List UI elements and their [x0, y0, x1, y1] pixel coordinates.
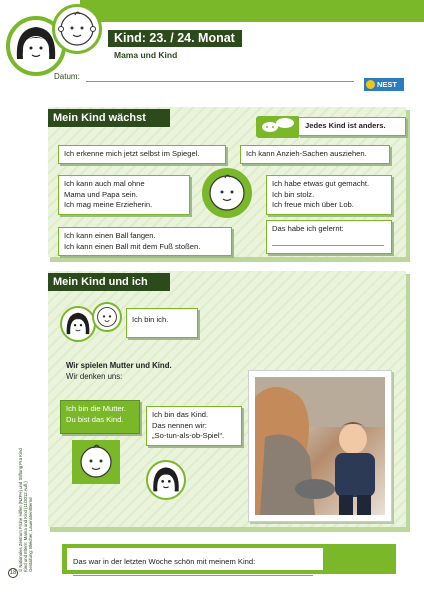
bubble-line: Ich kann auch mal ohne: [64, 179, 145, 188]
play-intro-bold: Wir spielen Mutter und Kind.: [66, 361, 172, 370]
bubble-anzieh: [240, 145, 390, 164]
bubble-kind: [146, 406, 242, 446]
bubble-line: Mama und Papa sein.: [64, 189, 138, 199]
footer-answer-line[interactable]: [73, 575, 313, 576]
mother-child-photo: [255, 377, 385, 515]
tag-every-child: [298, 117, 406, 136]
footer-prompt: Das war in der letzten Woche schön mit meinem Kind:: [73, 557, 256, 566]
play-intro-normal: Wir denken uns:: [66, 371, 123, 381]
photo-frame: [248, 370, 392, 522]
header-avatars: [6, 4, 110, 82]
bubble-gelernt[interactable]: [266, 220, 392, 254]
page-number: 18: [9, 570, 17, 576]
bubble-line: Ich freue mich über Lob.: [272, 200, 354, 209]
credit-line: © Nationales Zentrum Frühe Hilfen (NZFH) und Stiftung Pro Kind: [18, 448, 23, 572]
nest-logo-text: NEST: [377, 80, 398, 89]
side-credits: [18, 448, 34, 572]
tag-text: Jedes Kind ist anders.: [305, 121, 386, 130]
nest-logo: [364, 78, 404, 91]
bubble-mama: [58, 175, 190, 215]
bubble-line: Ich kann einen Ball mit dem Fuß stoßen.: [64, 241, 201, 251]
bubble-line: Ich habe etwas gut gemacht.: [272, 179, 370, 188]
credit-line: Kind und Eltern: Mama und Kind (11/2012 Aufl.): [23, 481, 29, 572]
date-label: Datum:: [54, 72, 80, 81]
answer-line[interactable]: [272, 245, 384, 246]
bubble-text: Das habe ich gelernt:: [272, 224, 344, 233]
bubble-line: „So-tun-als-ob-Spiel“.: [152, 431, 225, 440]
baby-face-icon: [72, 440, 120, 484]
bubble-line: Ich bin die Mutter.: [66, 404, 126, 413]
bubble-line: Du bist das Kind.: [66, 414, 124, 424]
mother-face-icon: [60, 306, 96, 342]
credit-line: Gestaltung: Bleicher, Lauenstein/Bernd: [28, 497, 34, 572]
header-bar: [80, 0, 424, 22]
bubble-ich-bin-ich: [126, 308, 198, 338]
bubble-line: Ich bin das Kind.: [152, 410, 209, 419]
section1-heading: Mein Kind wächst: [48, 109, 170, 127]
speech-bubbles-icon: [256, 114, 300, 138]
mother-face-icon: [146, 460, 186, 500]
sun-logo-icon: [366, 80, 375, 89]
bubble-mutter: [60, 400, 140, 434]
date-line: [86, 81, 354, 82]
bubble-spiegel: [58, 145, 226, 164]
bubble-line: Ich mag meine Erzieherin.: [64, 200, 153, 209]
section2-heading: Mein Kind und ich: [48, 273, 170, 291]
bubble-stolz: [266, 175, 392, 215]
baby-face-icon: [202, 168, 252, 218]
bubble-line: Ich kann einen Ball fangen.: [64, 231, 156, 240]
bubble-line: Das nennen wir:: [152, 420, 207, 430]
play-intro: [66, 361, 172, 382]
bubble-ball: [58, 227, 232, 256]
page-title: Kind: 23. / 24. Monat: [114, 31, 235, 45]
footer-prompt-box[interactable]: [66, 547, 324, 571]
baby-face-icon: [92, 302, 122, 332]
bubble-text: Ich erkenne mich jetzt selbst im Spiegel.: [64, 149, 200, 158]
bubble-text: Ich kann Anzieh-Sachen ausziehen.: [246, 149, 367, 158]
bubble-text: Ich bin ich.: [132, 315, 169, 324]
page-subtitle: Mama und Kind: [114, 50, 178, 60]
mother-child-icon: [60, 302, 126, 342]
baby-face-icon: [52, 4, 102, 54]
bubble-line: Ich bin stolz.: [272, 189, 315, 199]
